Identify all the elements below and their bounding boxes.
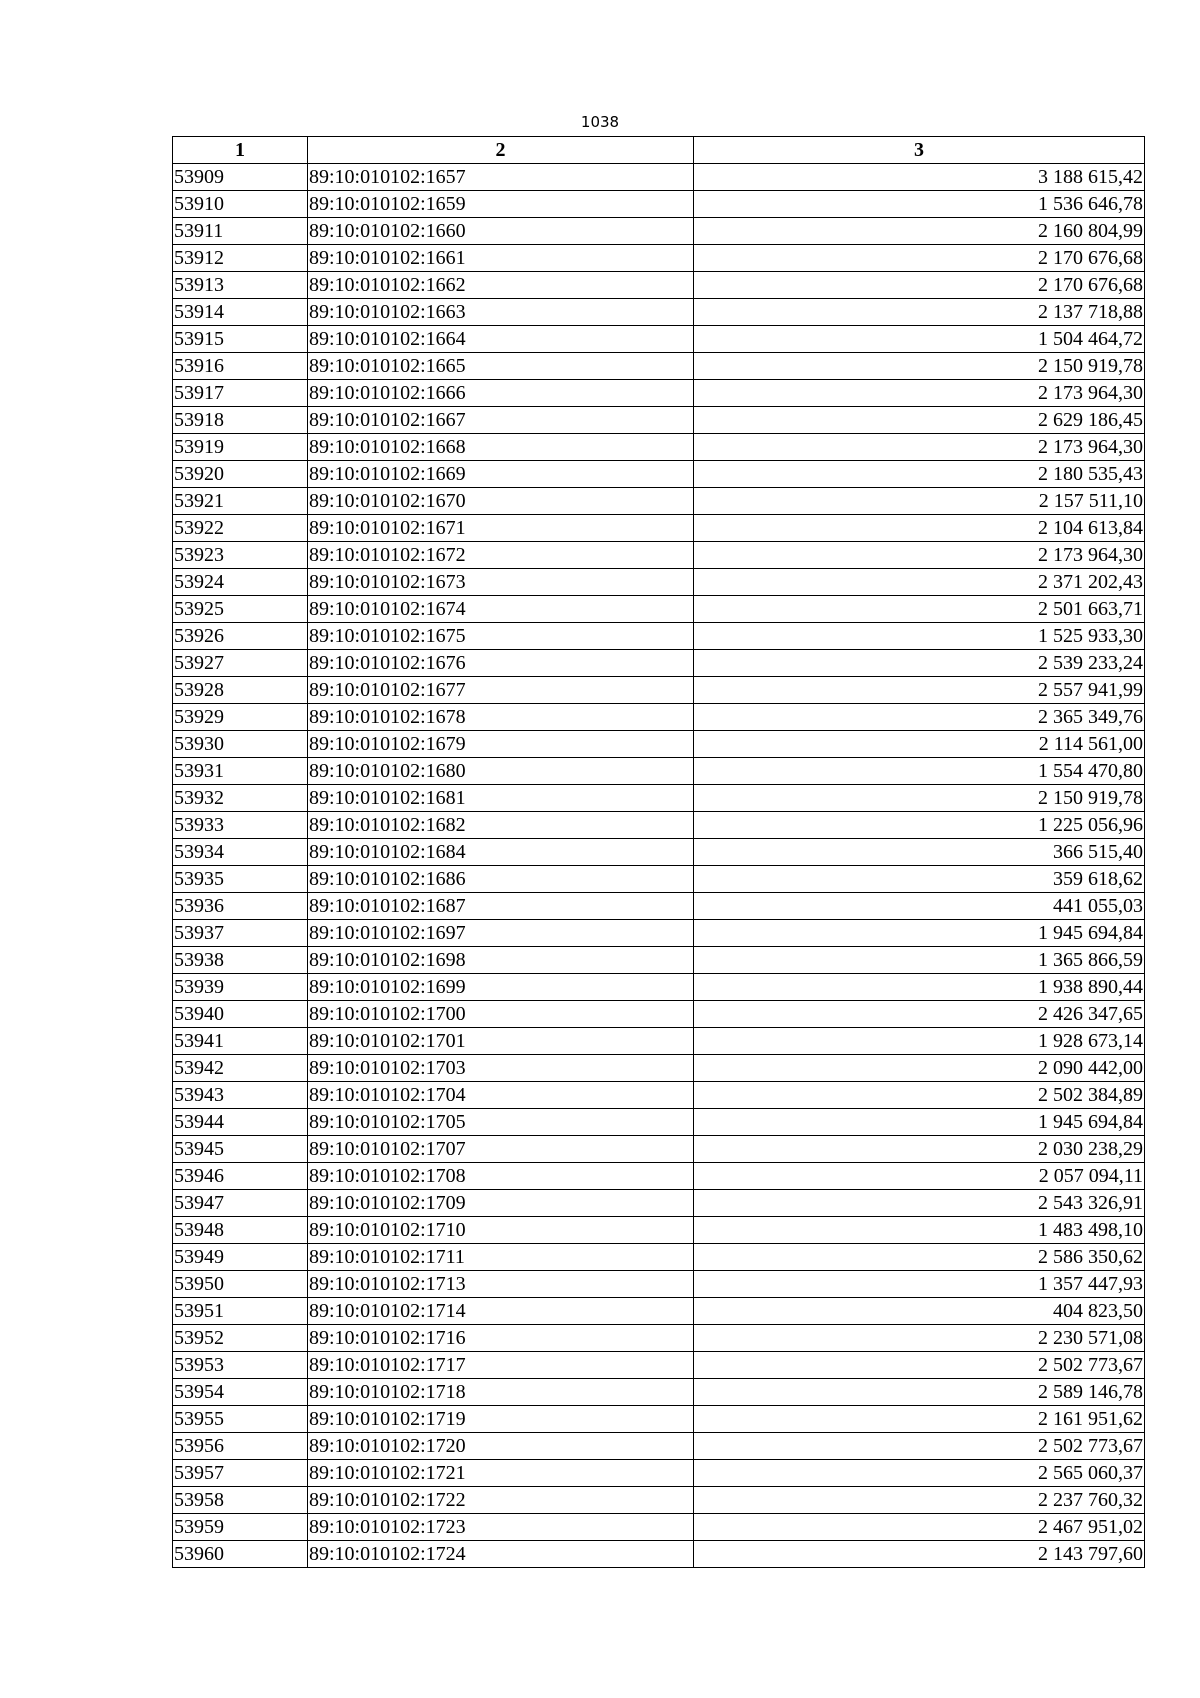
value-cell: 1 938 890,44 xyxy=(694,974,1145,1001)
row-number-cell: 53959 xyxy=(173,1514,308,1541)
table-row xyxy=(173,812,1145,839)
row-number-cell: 53920 xyxy=(173,461,308,488)
cadastral-number-cell: 89:10:010102:1677 xyxy=(308,677,694,704)
value-cell: 2 371 202,43 xyxy=(694,569,1145,596)
page-number: 1038 xyxy=(580,113,620,131)
value-cell: 2 501 663,71 xyxy=(694,596,1145,623)
cadastral-number-cell: 89:10:010102:1671 xyxy=(308,515,694,542)
value-cell: 2 565 060,37 xyxy=(694,1460,1145,1487)
table-row xyxy=(173,1136,1145,1163)
value-cell: 2 586 350,62 xyxy=(694,1244,1145,1271)
cadastral-number-cell: 89:10:010102:1714 xyxy=(308,1298,694,1325)
value-cell: 2 237 760,32 xyxy=(694,1487,1145,1514)
cadastral-number-cell: 89:10:010102:1665 xyxy=(308,353,694,380)
value-cell: 1 928 673,14 xyxy=(694,1028,1145,1055)
value-cell: 2 090 442,00 xyxy=(694,1055,1145,1082)
value-cell: 2 629 186,45 xyxy=(694,407,1145,434)
value-cell: 1 554 470,80 xyxy=(694,758,1145,785)
row-number-cell: 53923 xyxy=(173,542,308,569)
cadastral-number-cell: 89:10:010102:1722 xyxy=(308,1487,694,1514)
value-cell: 2 057 094,11 xyxy=(694,1163,1145,1190)
table-row xyxy=(173,353,1145,380)
value-cell: 1 945 694,84 xyxy=(694,1109,1145,1136)
cadastral-number-cell: 89:10:010102:1681 xyxy=(308,785,694,812)
row-number-cell: 53960 xyxy=(173,1541,308,1568)
row-number-cell: 53932 xyxy=(173,785,308,812)
value-cell: 2 557 941,99 xyxy=(694,677,1145,704)
row-number-cell: 53919 xyxy=(173,434,308,461)
value-cell: 1 365 866,59 xyxy=(694,947,1145,974)
cadastral-number-cell: 89:10:010102:1667 xyxy=(308,407,694,434)
column-header-2: 2 xyxy=(308,137,694,164)
value-cell: 2 173 964,30 xyxy=(694,380,1145,407)
cadastral-number-cell: 89:10:010102:1673 xyxy=(308,569,694,596)
value-cell: 2 467 951,02 xyxy=(694,1514,1145,1541)
cadastral-number-cell: 89:10:010102:1670 xyxy=(308,488,694,515)
cadastral-number-cell: 89:10:010102:1700 xyxy=(308,1001,694,1028)
row-number-cell: 53918 xyxy=(173,407,308,434)
table-row xyxy=(173,515,1145,542)
row-number-cell: 53940 xyxy=(173,1001,308,1028)
value-cell: 1 945 694,84 xyxy=(694,920,1145,947)
value-cell: 3 188 615,42 xyxy=(694,164,1145,191)
table-row xyxy=(173,947,1145,974)
cadastral-number-cell: 89:10:010102:1686 xyxy=(308,866,694,893)
value-cell: 1 357 447,93 xyxy=(694,1271,1145,1298)
table-row xyxy=(173,218,1145,245)
data-table xyxy=(172,136,1145,1568)
value-cell: 2 157 511,10 xyxy=(694,488,1145,515)
value-cell: 2 104 613,84 xyxy=(694,515,1145,542)
table-row xyxy=(173,407,1145,434)
row-number-cell: 53949 xyxy=(173,1244,308,1271)
row-number-cell: 53956 xyxy=(173,1433,308,1460)
table-header-row xyxy=(173,137,1145,164)
value-cell: 2 137 718,88 xyxy=(694,299,1145,326)
cadastral-number-cell: 89:10:010102:1664 xyxy=(308,326,694,353)
cadastral-number-cell: 89:10:010102:1724 xyxy=(308,1541,694,1568)
cadastral-number-cell: 89:10:010102:1701 xyxy=(308,1028,694,1055)
cadastral-number-cell: 89:10:010102:1708 xyxy=(308,1163,694,1190)
table-row xyxy=(173,1217,1145,1244)
cadastral-number-cell: 89:10:010102:1684 xyxy=(308,839,694,866)
cadastral-number-cell: 89:10:010102:1710 xyxy=(308,1217,694,1244)
cadastral-number-cell: 89:10:010102:1709 xyxy=(308,1190,694,1217)
table-row xyxy=(173,1514,1145,1541)
cadastral-number-cell: 89:10:010102:1666 xyxy=(308,380,694,407)
row-number-cell: 53939 xyxy=(173,974,308,1001)
row-number-cell: 53944 xyxy=(173,1109,308,1136)
cadastral-number-cell: 89:10:010102:1669 xyxy=(308,461,694,488)
row-number-cell: 53922 xyxy=(173,515,308,542)
row-number-cell: 53915 xyxy=(173,326,308,353)
cadastral-number-cell: 89:10:010102:1721 xyxy=(308,1460,694,1487)
table-row xyxy=(173,326,1145,353)
row-number-cell: 53957 xyxy=(173,1460,308,1487)
cadastral-number-cell: 89:10:010102:1663 xyxy=(308,299,694,326)
row-number-cell: 53914 xyxy=(173,299,308,326)
table-row xyxy=(173,1109,1145,1136)
cadastral-number-cell: 89:10:010102:1660 xyxy=(308,218,694,245)
value-cell: 2 539 233,24 xyxy=(694,650,1145,677)
row-number-cell: 53929 xyxy=(173,704,308,731)
value-cell: 2 150 919,78 xyxy=(694,785,1145,812)
table-body xyxy=(173,164,1145,1568)
table-row xyxy=(173,1001,1145,1028)
table-row xyxy=(173,1190,1145,1217)
row-number-cell: 53936 xyxy=(173,893,308,920)
cadastral-number-cell: 89:10:010102:1716 xyxy=(308,1325,694,1352)
table-row xyxy=(173,1028,1145,1055)
value-cell: 2 543 326,91 xyxy=(694,1190,1145,1217)
cadastral-number-cell: 89:10:010102:1674 xyxy=(308,596,694,623)
row-number-cell: 53911 xyxy=(173,218,308,245)
row-number-cell: 53917 xyxy=(173,380,308,407)
table-row xyxy=(173,1460,1145,1487)
value-cell: 1 483 498,10 xyxy=(694,1217,1145,1244)
table-row xyxy=(173,677,1145,704)
table-row xyxy=(173,1352,1145,1379)
value-cell: 2 161 951,62 xyxy=(694,1406,1145,1433)
cadastral-number-cell: 89:10:010102:1676 xyxy=(308,650,694,677)
cadastral-number-cell: 89:10:010102:1687 xyxy=(308,893,694,920)
table-row xyxy=(173,245,1145,272)
row-number-cell: 53931 xyxy=(173,758,308,785)
cadastral-number-cell: 89:10:010102:1720 xyxy=(308,1433,694,1460)
table-row xyxy=(173,623,1145,650)
value-cell: 2 365 349,76 xyxy=(694,704,1145,731)
value-cell: 2 170 676,68 xyxy=(694,272,1145,299)
table-row xyxy=(173,1271,1145,1298)
row-number-cell: 53916 xyxy=(173,353,308,380)
row-number-cell: 53941 xyxy=(173,1028,308,1055)
cadastral-number-cell: 89:10:010102:1662 xyxy=(308,272,694,299)
value-cell: 1 504 464,72 xyxy=(694,326,1145,353)
value-cell: 2 589 146,78 xyxy=(694,1379,1145,1406)
table-row xyxy=(173,1055,1145,1082)
value-cell: 1 525 933,30 xyxy=(694,623,1145,650)
cadastral-number-cell: 89:10:010102:1659 xyxy=(308,191,694,218)
value-cell: 441 055,03 xyxy=(694,893,1145,920)
row-number-cell: 53928 xyxy=(173,677,308,704)
value-cell: 2 114 561,00 xyxy=(694,731,1145,758)
cadastral-number-cell: 89:10:010102:1723 xyxy=(308,1514,694,1541)
row-number-cell: 53948 xyxy=(173,1217,308,1244)
cadastral-number-cell: 89:10:010102:1704 xyxy=(308,1082,694,1109)
cadastral-number-cell: 89:10:010102:1713 xyxy=(308,1271,694,1298)
cadastral-number-cell: 89:10:010102:1703 xyxy=(308,1055,694,1082)
cadastral-number-cell: 89:10:010102:1717 xyxy=(308,1352,694,1379)
row-number-cell: 53935 xyxy=(173,866,308,893)
table-row xyxy=(173,650,1145,677)
row-number-cell: 53952 xyxy=(173,1325,308,1352)
row-number-cell: 53924 xyxy=(173,569,308,596)
row-number-cell: 53910 xyxy=(173,191,308,218)
cadastral-number-cell: 89:10:010102:1682 xyxy=(308,812,694,839)
cadastral-number-cell: 89:10:010102:1668 xyxy=(308,434,694,461)
row-number-cell: 53934 xyxy=(173,839,308,866)
row-number-cell: 53955 xyxy=(173,1406,308,1433)
cadastral-number-cell: 89:10:010102:1697 xyxy=(308,920,694,947)
row-number-cell: 53958 xyxy=(173,1487,308,1514)
value-cell: 1 536 646,78 xyxy=(694,191,1145,218)
row-number-cell: 53937 xyxy=(173,920,308,947)
value-cell: 2 502 384,89 xyxy=(694,1082,1145,1109)
table-row xyxy=(173,1406,1145,1433)
row-number-cell: 53909 xyxy=(173,164,308,191)
table-row xyxy=(173,299,1145,326)
table-row xyxy=(173,758,1145,785)
table-row xyxy=(173,1082,1145,1109)
cadastral-number-cell: 89:10:010102:1679 xyxy=(308,731,694,758)
row-number-cell: 53927 xyxy=(173,650,308,677)
value-cell: 404 823,50 xyxy=(694,1298,1145,1325)
value-cell: 2 502 773,67 xyxy=(694,1352,1145,1379)
table-row xyxy=(173,893,1145,920)
value-cell: 359 618,62 xyxy=(694,866,1145,893)
column-header-1: 1 xyxy=(173,137,308,164)
table-row xyxy=(173,785,1145,812)
table-row xyxy=(173,974,1145,1001)
cadastral-number-cell: 89:10:010102:1657 xyxy=(308,164,694,191)
table-row xyxy=(173,866,1145,893)
table-row xyxy=(173,1541,1145,1568)
cadastral-number-cell: 89:10:010102:1699 xyxy=(308,974,694,1001)
table-row xyxy=(173,1487,1145,1514)
value-cell: 2 160 804,99 xyxy=(694,218,1145,245)
table-row xyxy=(173,380,1145,407)
row-number-cell: 53913 xyxy=(173,272,308,299)
row-number-cell: 53921 xyxy=(173,488,308,515)
table-row xyxy=(173,164,1145,191)
value-cell: 2 143 797,60 xyxy=(694,1541,1145,1568)
row-number-cell: 53947 xyxy=(173,1190,308,1217)
cadastral-number-cell: 89:10:010102:1661 xyxy=(308,245,694,272)
cadastral-number-cell: 89:10:010102:1698 xyxy=(308,947,694,974)
row-number-cell: 53926 xyxy=(173,623,308,650)
table-row xyxy=(173,704,1145,731)
value-cell: 1 225 056,96 xyxy=(694,812,1145,839)
value-cell: 2 030 238,29 xyxy=(694,1136,1145,1163)
table-row xyxy=(173,1325,1145,1352)
row-number-cell: 53945 xyxy=(173,1136,308,1163)
row-number-cell: 53946 xyxy=(173,1163,308,1190)
cadastral-number-cell: 89:10:010102:1675 xyxy=(308,623,694,650)
value-cell: 2 426 347,65 xyxy=(694,1001,1145,1028)
table-row xyxy=(173,839,1145,866)
row-number-cell: 53925 xyxy=(173,596,308,623)
value-cell: 2 502 773,67 xyxy=(694,1433,1145,1460)
cadastral-number-cell: 89:10:010102:1680 xyxy=(308,758,694,785)
cadastral-number-cell: 89:10:010102:1705 xyxy=(308,1109,694,1136)
table-row xyxy=(173,1433,1145,1460)
cadastral-number-cell: 89:10:010102:1678 xyxy=(308,704,694,731)
table-row xyxy=(173,920,1145,947)
row-number-cell: 53943 xyxy=(173,1082,308,1109)
value-cell: 2 173 964,30 xyxy=(694,542,1145,569)
row-number-cell: 53930 xyxy=(173,731,308,758)
table-row xyxy=(173,488,1145,515)
table-row xyxy=(173,461,1145,488)
row-number-cell: 53953 xyxy=(173,1352,308,1379)
column-header-3: 3 xyxy=(694,137,1145,164)
table-row xyxy=(173,1244,1145,1271)
table-row xyxy=(173,1379,1145,1406)
table-row xyxy=(173,542,1145,569)
value-cell: 2 180 535,43 xyxy=(694,461,1145,488)
row-number-cell: 53950 xyxy=(173,1271,308,1298)
row-number-cell: 53938 xyxy=(173,947,308,974)
value-cell: 2 150 919,78 xyxy=(694,353,1145,380)
table-row xyxy=(173,596,1145,623)
table-row xyxy=(173,569,1145,596)
value-cell: 2 230 571,08 xyxy=(694,1325,1145,1352)
cadastral-number-cell: 89:10:010102:1707 xyxy=(308,1136,694,1163)
cadastral-number-cell: 89:10:010102:1718 xyxy=(308,1379,694,1406)
row-number-cell: 53912 xyxy=(173,245,308,272)
value-cell: 2 170 676,68 xyxy=(694,245,1145,272)
table-row xyxy=(173,1163,1145,1190)
value-cell: 2 173 964,30 xyxy=(694,434,1145,461)
row-number-cell: 53942 xyxy=(173,1055,308,1082)
row-number-cell: 53951 xyxy=(173,1298,308,1325)
table-row xyxy=(173,731,1145,758)
row-number-cell: 53933 xyxy=(173,812,308,839)
table-row xyxy=(173,191,1145,218)
row-number-cell: 53954 xyxy=(173,1379,308,1406)
table-row xyxy=(173,272,1145,299)
table-row xyxy=(173,1298,1145,1325)
table-row xyxy=(173,434,1145,461)
cadastral-number-cell: 89:10:010102:1711 xyxy=(308,1244,694,1271)
cadastral-number-cell: 89:10:010102:1672 xyxy=(308,542,694,569)
cadastral-number-cell: 89:10:010102:1719 xyxy=(308,1406,694,1433)
value-cell: 366 515,40 xyxy=(694,839,1145,866)
